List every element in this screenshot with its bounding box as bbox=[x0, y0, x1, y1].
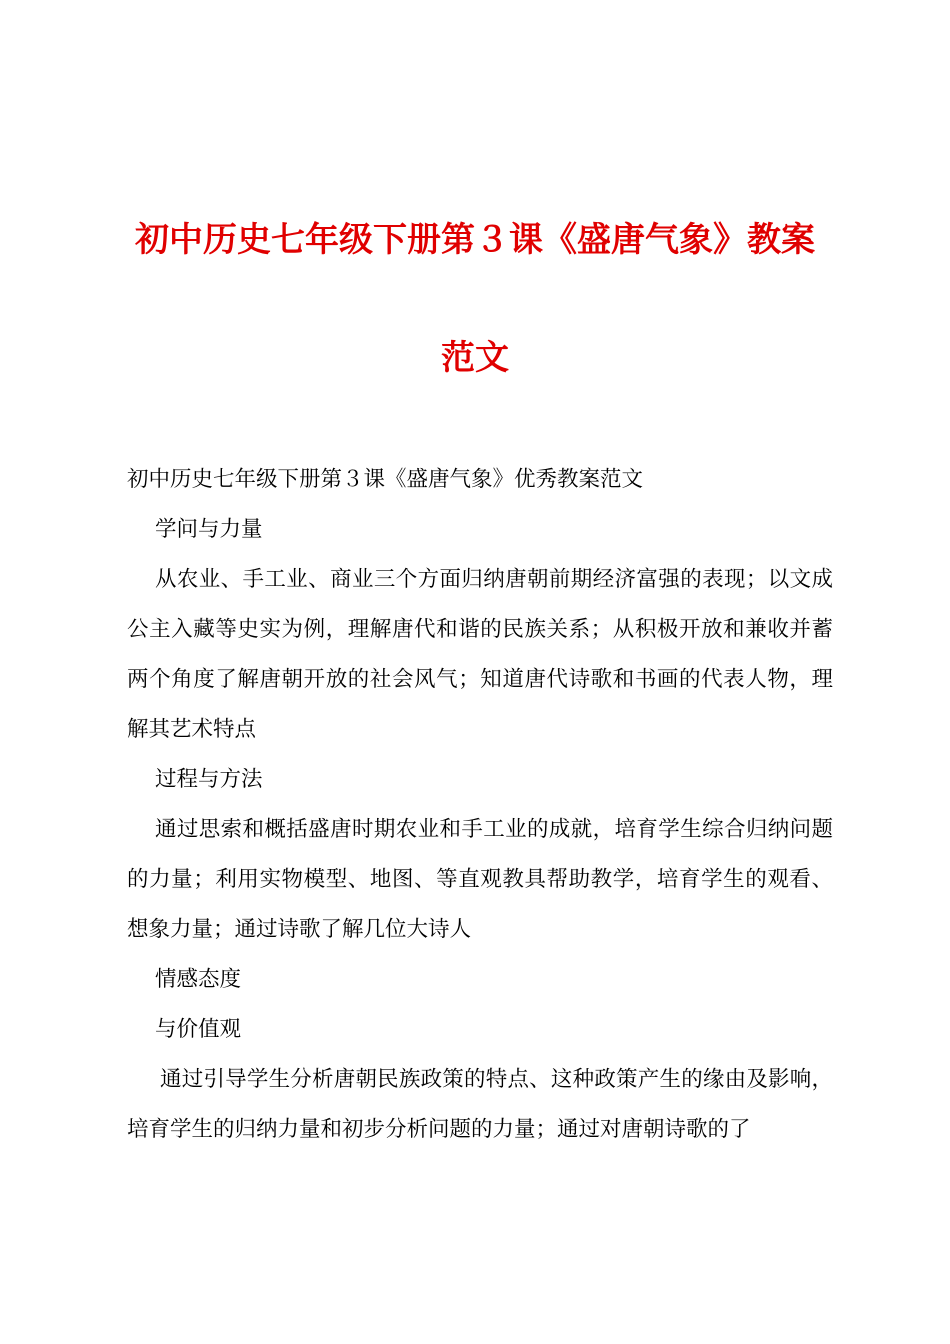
section-paragraph-process: 通过思索和概括盛唐时期农业和手工业的成就，培育学生综合归纳问题的力量；利用实物模型、地图、等直观教具帮助教学，培育学生的观看、想象力量；通过诗歌了解几位大诗人 bbox=[127, 817, 833, 942]
document-title-line-1: 初中历史七年级下册第３课《盛唐气象》教案 bbox=[135, 220, 815, 260]
section-heading-knowledge: 学问与力量 bbox=[155, 517, 263, 542]
section-heading-emotion: 情感态度 bbox=[155, 967, 242, 992]
section-heading-values: 与价值观 bbox=[155, 1017, 242, 1042]
section-paragraph-emotion-values: 通过引导学生分析唐朝民族政策的特点、这种政策产生的缘由及影响，培育学生的归纳力量和初步分析问题的力量；通过对唐朝诗歌的了 bbox=[127, 1067, 833, 1142]
document-title-line-2: 范文 bbox=[441, 338, 509, 378]
section-paragraph-knowledge: 从农业、手工业、商业三个方面归纳唐朝前期经济富强的表现；以文成公主入藏等史实为例，理解唐代和谐的民族关系；从积极开放和兼收并蓄两个角度了解唐朝开放的社会风气；知道唐代诗歌和书画的代表人物，理解其艺术特点 bbox=[127, 567, 833, 742]
section-heading-process: 过程与方法 bbox=[155, 767, 263, 792]
document-body bbox=[127, 455, 833, 1155]
document-subtitle: 初中历史七年级下册第３课《盛唐气象》优秀教案范文 bbox=[127, 467, 644, 492]
